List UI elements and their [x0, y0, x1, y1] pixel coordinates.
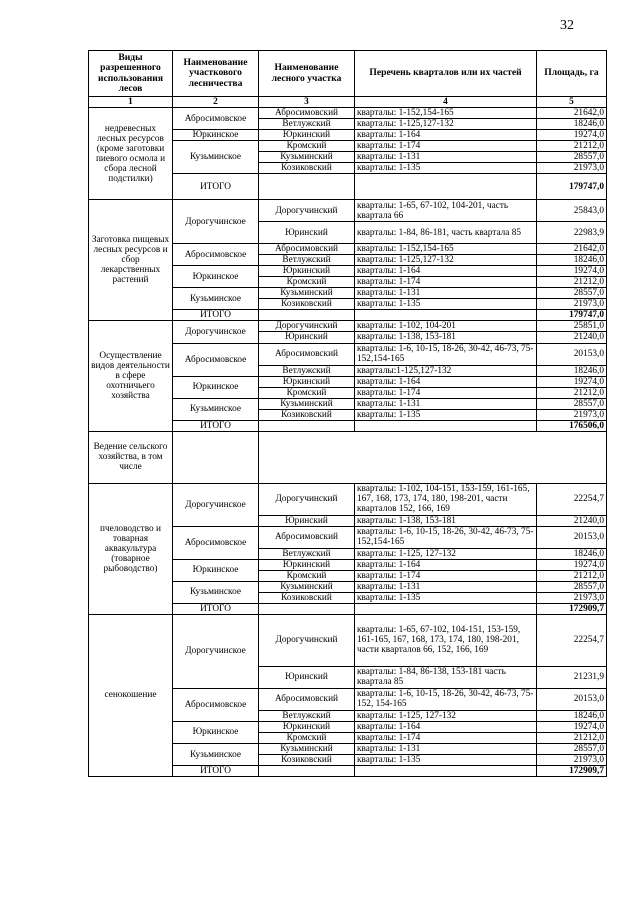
col-number: 1 — [89, 97, 173, 108]
quarters-cell: кварталы: 1-135 — [355, 409, 537, 420]
forestry-cell: Абросимовское — [173, 244, 259, 266]
area-cell: 21231,9 — [537, 666, 607, 688]
column-numbers-row — [89, 97, 607, 108]
plot-cell: Абросимовский — [259, 244, 355, 255]
quarters-cell: кварталы: 1-6, 10-15, 18-26, 30-42, 46-73, 75-152,154-165 — [355, 526, 537, 548]
area-cell: 21973,0 — [537, 592, 607, 603]
plot-cell: Юринский — [259, 515, 355, 526]
area-cell: 21973,0 — [537, 299, 607, 310]
area-cell: 18246,0 — [537, 119, 607, 130]
total-value: 179747,0 — [537, 174, 607, 200]
forestry-cell: Юркинское — [173, 130, 259, 141]
area-cell: 19274,0 — [537, 266, 607, 277]
forestry-cell: Кузьминское — [173, 141, 259, 174]
plot-cell: Кромский — [259, 141, 355, 152]
quarters-cell: кварталы: 1-131 — [355, 744, 537, 755]
forestry-cell: Юркинское — [173, 266, 259, 288]
quarters-cell: кварталы: 1-174 — [355, 570, 537, 581]
area-cell: 18246,0 — [537, 710, 607, 721]
col-number: 3 — [259, 97, 355, 108]
plot-cell: Кромский — [259, 732, 355, 743]
table-row — [89, 483, 607, 515]
area-cell: 20153,0 — [537, 343, 607, 365]
header-plot: Наименование лесного участка — [259, 51, 355, 97]
area-cell: 21212,0 — [537, 732, 607, 743]
forest-use-table — [88, 50, 607, 777]
area-cell: 21973,0 — [537, 409, 607, 420]
total-label: ИТОГО — [173, 766, 259, 777]
area-cell: 21240,0 — [537, 332, 607, 343]
quarters-cell: кварталы: 1-131 — [355, 152, 537, 163]
total-value: 176506,0 — [537, 420, 607, 431]
area-cell: 19274,0 — [537, 130, 607, 141]
area-cell: 21212,0 — [537, 387, 607, 398]
forestry-cell: Дорогучинское — [173, 321, 259, 343]
header-quarters: Перечень кварталов или их частей — [355, 51, 537, 97]
total-label: ИТОГО — [173, 603, 259, 614]
area-cell: 20153,0 — [537, 526, 607, 548]
plot-cell: Кузьминский — [259, 288, 355, 299]
quarters-cell: кварталы: 1-125, 127-132 — [355, 710, 537, 721]
total-value: 179747,0 — [537, 310, 607, 321]
forestry-cell: Кузьминское — [173, 744, 259, 766]
area-cell: 21212,0 — [537, 570, 607, 581]
header-row — [89, 51, 607, 97]
area-cell: 28557,0 — [537, 152, 607, 163]
quarters-cell: кварталы: 1-125,127-132 — [355, 119, 537, 130]
table-row — [89, 431, 607, 483]
quarters-cell: кварталы:1-125,127-132 — [355, 365, 537, 376]
area-cell: 25843,0 — [537, 200, 607, 222]
plot-cell: Дорогучинский — [259, 483, 355, 515]
plot-cell: Кузьминский — [259, 398, 355, 409]
forestry-cell: Кузьминское — [173, 398, 259, 420]
plot-cell: Ветлужский — [259, 119, 355, 130]
plot-cell: Абросимовский — [259, 343, 355, 365]
quarters-cell: кварталы: 1-125, 127-132 — [355, 548, 537, 559]
forestry-cell: Дорогучинское — [173, 200, 259, 244]
plot-cell: Дорогучинский — [259, 200, 355, 222]
quarters-cell: кварталы: 1-164 — [355, 721, 537, 732]
quarters-cell: кварталы: 1-164 — [355, 266, 537, 277]
quarters-cell: кварталы: 1-135 — [355, 755, 537, 766]
area-cell: 21212,0 — [537, 141, 607, 152]
plot-cell: Ветлужский — [259, 255, 355, 266]
quarters-cell: кварталы: 1-102, 104-151, 153-159, 161-165, 167, 168, 173, 174, 180, 198-201, части кварталов 152, 166, 169 — [355, 483, 537, 515]
quarters-cell: кварталы: 1-125,127-132 — [355, 255, 537, 266]
area-cell: 19274,0 — [537, 376, 607, 387]
quarters-cell: кварталы: 1-174 — [355, 277, 537, 288]
plot-cell: Юркинский — [259, 559, 355, 570]
quarters-cell: кварталы: 1-164 — [355, 130, 537, 141]
total-label: ИТОГО — [173, 310, 259, 321]
quarters-cell: кварталы: 1-135 — [355, 592, 537, 603]
quarters-cell: кварталы: 1-138, 153-181 — [355, 515, 537, 526]
area-cell: 18246,0 — [537, 255, 607, 266]
quarters-cell: кварталы: 1-65, 67-102, 104-201, часть квартала 66 — [355, 200, 537, 222]
plot-cell: Юркинский — [259, 721, 355, 732]
forestry-cell: Дорогучинское — [173, 483, 259, 526]
plot-cell: Кузьминский — [259, 581, 355, 592]
col-number: 2 — [173, 97, 259, 108]
area-cell: 21642,0 — [537, 244, 607, 255]
total-value: 172909,7 — [537, 603, 607, 614]
plot-cell: Абросимовский — [259, 108, 355, 119]
table-row — [89, 108, 607, 119]
forestry-cell: Абросимовское — [173, 108, 259, 130]
plot-cell: Кузьминский — [259, 744, 355, 755]
table-row — [89, 614, 607, 666]
quarters-cell: кварталы: 1-102, 104-201 — [355, 321, 537, 332]
header-area: Площадь, га — [537, 51, 607, 97]
quarters-cell: кварталы: 1-174 — [355, 141, 537, 152]
forestry-cell: Юркинское — [173, 559, 259, 581]
area-cell: 21973,0 — [537, 755, 607, 766]
area-cell: 25851,0 — [537, 321, 607, 332]
area-cell: 19274,0 — [537, 559, 607, 570]
use-type-cell: недревесных лесных ресурсов (кроме заготовки пиевого осмола и сбора лесной подстилки) — [89, 108, 173, 200]
area-cell: 19274,0 — [537, 721, 607, 732]
quarters-cell: кварталы: 1-131 — [355, 288, 537, 299]
quarters-cell: кварталы: 1-174 — [355, 732, 537, 743]
quarters-cell: кварталы: 1-174 — [355, 387, 537, 398]
area-cell: 28557,0 — [537, 744, 607, 755]
col-number: 5 — [537, 97, 607, 108]
area-cell: 18246,0 — [537, 548, 607, 559]
forestry-cell: Юркинское — [173, 721, 259, 743]
forestry-cell: Юркинское — [173, 376, 259, 398]
quarters-cell: кварталы: 1-131 — [355, 581, 537, 592]
quarters-cell: кварталы: 1-84, 86-138, 153-181 часть квартала 85 — [355, 666, 537, 688]
plot-cell: Юркинский — [259, 376, 355, 387]
header-use-type: Виды разрешенного использования лесов — [89, 51, 173, 97]
quarters-cell: кварталы: 1-84, 86-181, часть квартала 85 — [355, 222, 537, 244]
forestry-cell: Кузьминское — [173, 581, 259, 603]
plot-cell: Юркинский — [259, 266, 355, 277]
plot-cell: Козиковский — [259, 163, 355, 174]
forestry-cell: Дорогучинское — [173, 614, 259, 688]
plot-cell: Ветлужский — [259, 548, 355, 559]
plot-cell: Ветлужский — [259, 365, 355, 376]
quarters-cell: кварталы: 1-65, 67-102, 104-151, 153-159, 161-165, 167, 168, 173, 174, 180, 198-201, части кварталов 66, 152, 166, 169 — [355, 614, 537, 666]
plot-cell: Дорогучинский — [259, 321, 355, 332]
col-number: 4 — [355, 97, 537, 108]
plot-cell: Кузьминский — [259, 152, 355, 163]
plot-cell: Козиковский — [259, 299, 355, 310]
quarters-cell: кварталы: 1-164 — [355, 559, 537, 570]
plot-cell: Козиковский — [259, 755, 355, 766]
plot-cell: Ветлужский — [259, 710, 355, 721]
total-label: ИТОГО — [173, 420, 259, 431]
quarters-cell: кварталы: 1-138, 153-181 — [355, 332, 537, 343]
table-row — [89, 321, 607, 332]
use-type-cell: Заготовка пищевых лесных ресурсов и сбор лекарственных растений — [89, 200, 173, 321]
use-type-cell: Осуществление видов деятельности в сфере охотничьего хозяйства — [89, 321, 173, 431]
plot-cell: Козиковский — [259, 409, 355, 420]
plot-cell: Кромский — [259, 387, 355, 398]
use-type-cell: Ведение сельского хозяйства, в том числе — [89, 431, 173, 483]
area-cell: 21212,0 — [537, 277, 607, 288]
plot-cell: Юринский — [259, 666, 355, 688]
area-cell: 28557,0 — [537, 288, 607, 299]
quarters-cell: кварталы: 1-131 — [355, 398, 537, 409]
plot-cell: Юркинский — [259, 130, 355, 141]
total-label: ИТОГО — [173, 174, 259, 200]
quarters-cell: кварталы: 1-152,154-165 — [355, 108, 537, 119]
quarters-cell: кварталы: 1-164 — [355, 376, 537, 387]
area-cell: 21240,0 — [537, 515, 607, 526]
total-value: 172909,7 — [537, 766, 607, 777]
area-cell: 21973,0 — [537, 163, 607, 174]
area-cell: 22983,9 — [537, 222, 607, 244]
forestry-cell: Абросимовское — [173, 526, 259, 559]
plot-cell: Юринский — [259, 222, 355, 244]
area-cell: 22254,7 — [537, 483, 607, 515]
forestry-cell: Кузьминское — [173, 288, 259, 310]
plot-cell: Козиковский — [259, 592, 355, 603]
area-cell: 28557,0 — [537, 581, 607, 592]
quarters-cell: кварталы: 1-135 — [355, 163, 537, 174]
forestry-cell: Абросимовское — [173, 343, 259, 376]
table-row — [89, 200, 607, 222]
plot-cell: Абросимовский — [259, 688, 355, 710]
header-forestry: Наименование участкового лесничества — [173, 51, 259, 97]
plot-cell: Дорогучинский — [259, 614, 355, 666]
quarters-cell: кварталы: 1-6, 10-15, 18-26, 30-42, 46-73, 75-152,154-165 — [355, 343, 537, 365]
area-cell: 28557,0 — [537, 398, 607, 409]
plot-cell: Кромский — [259, 570, 355, 581]
quarters-cell: кварталы: 1-135 — [355, 299, 537, 310]
area-cell: 21642,0 — [537, 108, 607, 119]
plot-cell: Абросимовский — [259, 526, 355, 548]
plot-cell: Юринский — [259, 332, 355, 343]
quarters-cell: кварталы: 1-6, 10-15, 18-26, 30-42, 46-73, 75-152, 154-165 — [355, 688, 537, 710]
use-type-cell: пчеловодство и товарная аквакультура (товарное рыбоводство) — [89, 483, 173, 614]
use-type-cell: сенокошение — [89, 614, 173, 776]
forestry-cell: Абросимовское — [173, 688, 259, 721]
plot-cell: Кромский — [259, 277, 355, 288]
page-number: 32 — [560, 18, 574, 33]
area-cell: 22254,7 — [537, 614, 607, 666]
area-cell: 18246,0 — [537, 365, 607, 376]
quarters-cell: кварталы: 1-152,154-165 — [355, 244, 537, 255]
area-cell: 20153,0 — [537, 688, 607, 710]
